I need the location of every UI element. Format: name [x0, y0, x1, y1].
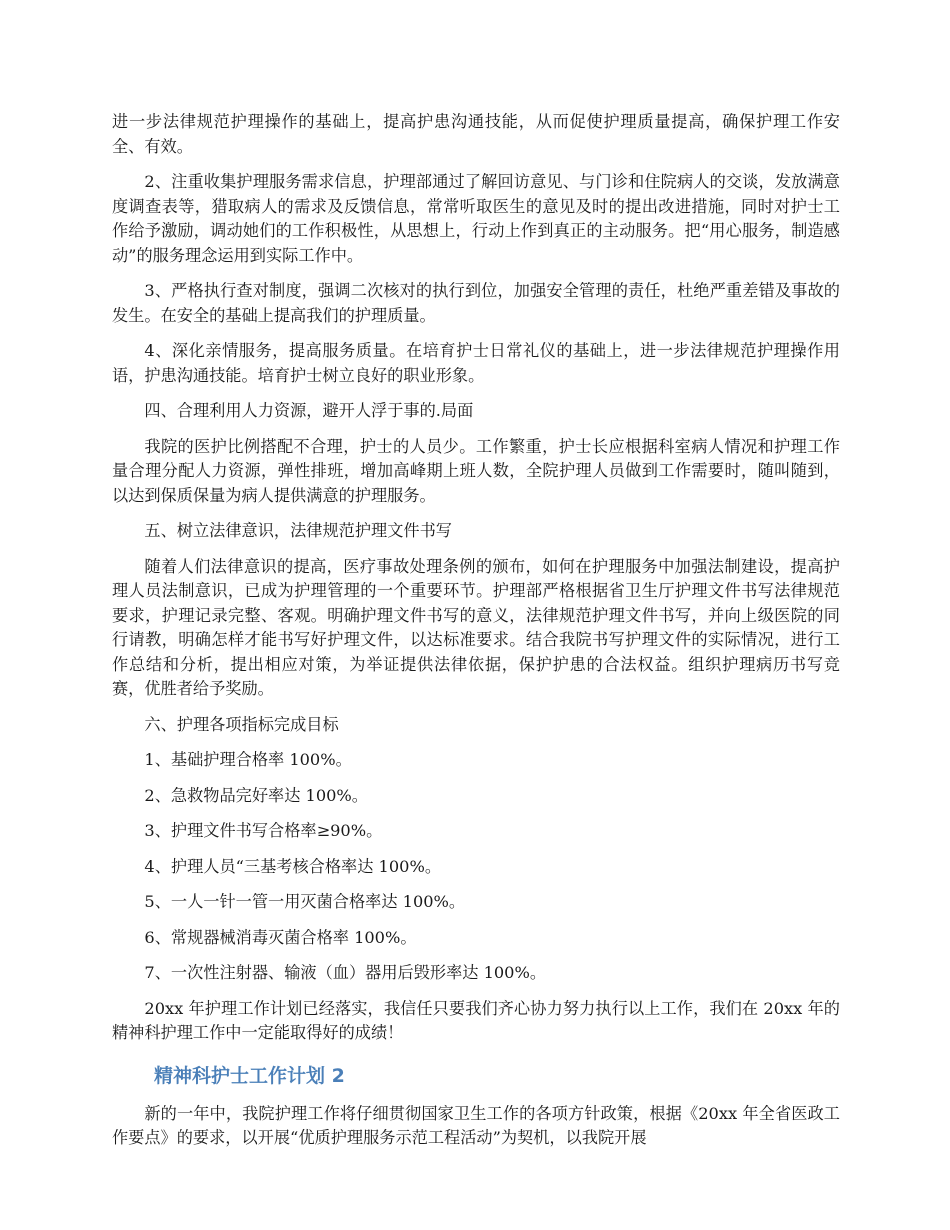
section2-intro-paragraph: 新的一年中，我院护理工作将仔细贯彻国家卫生工作的各项方针政策，根据《20xx 年全省医政工作要点》的要求，以开展“优质护理服务示范工程活动”为契机，以我院开展 — [112, 1103, 840, 1147]
paragraph-item-2: 2、注重收集护理服务需求信息，护理部通过了解回访意见、与门诊和住院病人的交谈，发放满意度调查表等，猎取病人的需求及反馈信息，常常听取医生的意见及时的提出改进措施，同时对护士工作给予激励，调动她们的工作积极性，从思想上，行动上作到真正的主动服务。把“用心服务，制造感动”的服务理念运用到实际工作中。 — [112, 172, 840, 265]
section-heading-4: 四、合理利用人力资源，避开人浮于事的.局面 — [144, 401, 474, 420]
target-item: 5、一人一针一管一用灭菌合格率达 100%。 — [144, 892, 466, 911]
paragraph-staffing: 我院的医护比例搭配不合理，护士的人员少。工作繁重，护士长应根据科室病人情况和护理工作量合理分配人力资源，弹性排班，增加高峰期上班人数，全院护理人员做到工作需要时，随叫随到，以达到保质保量为病人提供满意的护理服务。 — [112, 436, 840, 505]
section-heading-5: 五、树立法律意识，法律规范护理文件书写 — [144, 521, 452, 540]
target-item: 4、护理人员“三基考核合格率达 100%。 — [144, 856, 442, 876]
paragraph-continuation: 进一步法律规范护理操作的基础上，提高护患沟通技能，从而促使护理质量提高，确保护理工作安全、有效。 — [112, 112, 840, 156]
target-item: 7、一次性注射器、输液（血）器用后毁形率达 100%。 — [144, 963, 547, 982]
target-item: 6、常规器械消毒灭菌合格率 100%。 — [144, 927, 417, 947]
section-title: 精神科护士工作计划 2 — [154, 1064, 345, 1087]
closing-paragraph: 20xx 年护理工作计划已经落实，我信任只要我们齐心协力努力执行以上工作，我们在 20xx 年的精神科护理工作中一定能取得好的成绩！ — [112, 998, 840, 1042]
target-item: 1、基础护理合格率 100%。 — [144, 750, 352, 769]
target-item: 2、急救物品完好率达 100%。 — [144, 785, 368, 805]
section-heading-6: 六、护理各项指标完成目标 — [144, 714, 339, 734]
target-item: 3、护理文件书写合格率≥90%。 — [144, 821, 383, 840]
paragraph-item-3: 3、严格执行查对制度，强调二次核对的执行到位，加强安全管理的责任，杜绝严重差错及事故的发生。在安全的基础上提高我们的护理质量。 — [112, 281, 840, 325]
document-page — [112, 110, 840, 1162]
paragraph-legal: 随着人们法律意识的提高，医疗事故处理条例的颁布，如何在护理服务中加强法制建设，提高护理人员法制意识，已成为护理管理的一个重要环节。护理部严格根据省卫生厅护理文件书写法律规范要求，护理记录完整、客观。明确护理文件书写的意义，法律规范护理文件书写，并向上级医院的同行请教，明确怎样才能书写好护理文件，以达标准要求。结合我院书写护理文件的实际情况，进行工作总结和分析，提出相应对策，为举证提供法律依据，保护护患的合法权益。组织护理病历书写竞赛，优胜者给予奖励。 — [112, 556, 840, 698]
paragraph-item-4: 4、深化亲情服务，提高服务质量。在培育护士日常礼仪的基础上，进一步法律规范护理操作用语，护患沟通技能。培育护士树立良好的职业形象。 — [112, 341, 840, 385]
